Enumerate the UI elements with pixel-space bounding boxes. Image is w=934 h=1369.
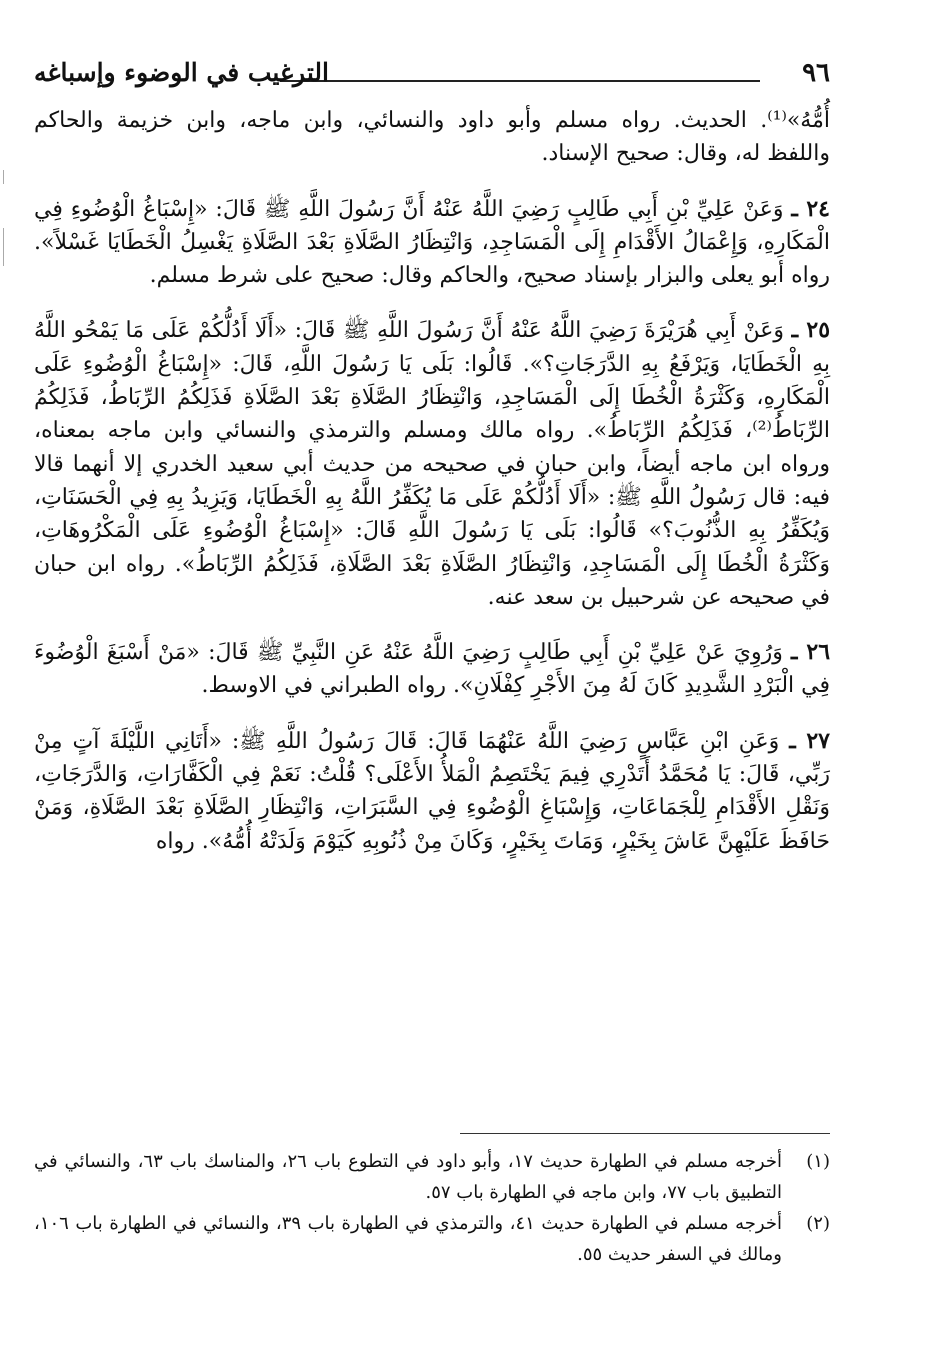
running-head xyxy=(34,58,830,98)
hadith-number: ٢٤ ـ xyxy=(791,195,830,222)
hadith-number: ٢٥ ـ xyxy=(791,317,831,344)
footnotes xyxy=(34,1133,830,1270)
paragraph-text: أُمُّهُ»⁽¹⁾. الحديث. رواه مسلم وأبو داود والنسائي، وابن ماجه، وابن خزيمة والحاكم واللفظ له، وقال: صحيح الإسناد. xyxy=(34,108,830,167)
scan-margin-mark xyxy=(3,228,4,266)
hadith-text: وَعَنْ عَلِيِّ بْنِ أَبِي طَالِبٍ رَضِيَ اللَّهُ عَنْهُ أَنَّ رَسُولَ اللَّهِ ﷺ قَالَ: «إِسْبَاغُ الْوُضُوءِ فِي الْمَكَارِهِ، وَإِعْمَالُ الأَقْدَامِ إِلَى الْمَسَاجِدِ، وَانْتِظَارُ الصَّلَاةِ بَعْدَ الصَّلَاةِ يَغْسِلُ الْخَطَايَا غَسْلاً». رواه أبو يعلى والبزار بإسناد صحيح، والحاكم وقال: صحيح على شرط مسلم. xyxy=(34,196,830,289)
hadith-26 xyxy=(34,636,830,703)
hadith-text: وَرُوِيَ عَنْ عَلِيِّ بْنِ أَبِي طَالِبٍ رَضِيَ اللَّهُ عَنْهُ عَنِ النَّبِيِّ ﷺ قَالَ: «مَنْ أَسْبَغَ الْوُضُوءَ فِي الْبَرْدِ الشَّدِيدِ كَانَ لَهُ مِنَ الأَجْرِ كِفْلَانِ». رواه الطبراني في الاوسط. xyxy=(34,640,830,699)
footnote-text: أخرجه مسلم في الطهارة حديث ١٧، وأبو داود في التطوع باب ٢٦، والمناسك باب ٦٣، والنسائي في التطبيق باب ٧٧، وابن ماجه في الطهارة باب ٥٧. xyxy=(34,1151,782,1203)
scan-margin-mark xyxy=(3,170,4,184)
hadith-number: ٢٧ ـ xyxy=(789,727,830,754)
footnote-2 xyxy=(34,1208,830,1270)
footnote-text: أخرجه مسلم في الطهارة حديث ٤١، والترمذي في الطهارة باب ٣٩، والنسائي في الطهارة باب ١٠٦، ومالك في السفر حديث ٥٥. xyxy=(34,1213,782,1265)
hadith-text: وَعَنْ أَبِي هُرَيْرَةَ رَضِيَ اللَّهُ عَنْهُ أَنَّ رَسُولَ اللَّهِ ﷺ قَالَ: «أَلَا أَدُلُّكُمْ عَلَى مَا يَمْحُو اللَّهُ بِهِ الْخَطَايَا، وَيَرْفَعُ بِهِ الدَّرَجَاتِ؟». قَالُوا: بَلَى يَا رَسُولَ اللَّهِ، قَالَ: «إِسْبَاغُ الْوُضُوءِ عَلَى الْمَكَارِهِ، وَكَثْرَةُ الْخُطَا إِلَى الْمَسَاجِدِ، وَانْتِظَارُ الصَّلَاةِ بَعْدَ الصَّلَاةِ فَذَلِكُمُ الرِّبَاطُ، فَذَلِكُمُ الرِّبَاطُ⁽²⁾، فَذَلِكُمُ الرِّبَاطُ». رواه مالك ومسلم والترمذي والنسائي وابن ماجه بمعناه، ورواه ابن ماجه أيضاً، وابن حبان في صحيحه من حديث أبي سعيد الخدري إلا أنهما قالا فيه: قال رَسُولُ اللَّهِ ﷺ: «أَلَا أَدُلُّكُمْ عَلَى مَا يُكَفِّرُ اللَّهُ بِهِ الْخَطَايَا، وَيَزِيدُ بِهِ فِي الْحَسَنَاتِ، وَيُكَفِّرُ بِهِ الذُّنُوبَ؟» قَالُوا: بَلَى يَا رَسُولَ اللَّهِ قَالَ: «إِسْبَاغُ الْوُضُوءِ عَلَى الْمَكْرُوهَاتِ، وَكَثْرَةُ الْخُطَا إِلَى الْمَسَاجِدِ، وَانْتِظَارُ الصَّلَاةِ بَعْدَ الصَّلَاةِ، فَذَلِكُمُ الرِّبَاطُ». رواه ابن حبان في صحيحه عن شرحبيل بن سعد عنه. xyxy=(34,318,830,610)
footnote-1 xyxy=(34,1146,830,1208)
footnote-marker: (١) xyxy=(806,1151,830,1172)
hadith-text: وَعَنِ ابْنِ عَبَّاسٍ رَضِيَ اللَّهُ عَنْهُمَا قَالَ: قَالَ رَسُولُ اللَّهِ ﷺ: «أَتَانِي اللَّيْلَةَ آتٍ مِنْ رَبِّي، قَالَ: يَا مُحَمَّدُ أَتَدْرِي فِيمَ يَخْتَصِمُ الْمَلأُ الأَعْلَى؟ قُلْتُ: نَعَمْ فِي الْكَفَّارَاتِ، وَالدَّرَجَاتِ، وَنَقْلِ الأَقْدَامِ لِلْجَمَاعَاتِ، وَإِسْبَاغِ الْوُضُوءِ فِي السَّبَرَاتِ، وَانْتِظَارِ الصَّلَاةِ بَعْدَ الصَّلَاةِ، وَمَنْ حَافَظَ عَلَيْهِنَّ عَاشَ بِخَيْرٍ، وَمَاتَ بِخَيْرٍ، وَكَانَ مِنْ ذُنُوبِهِ كَيَوْمَ وَلَدَتْهُ أُمُّهُ». رواه xyxy=(34,728,830,854)
running-title: الترغيب في الوضوء وإسباغه xyxy=(34,58,329,87)
footnote-marker: (٢) xyxy=(806,1213,830,1234)
paragraph-continuation xyxy=(34,104,830,171)
hadith-number: ٢٦ ـ xyxy=(791,639,831,666)
page-number: ٩٦ xyxy=(802,58,830,88)
main-text xyxy=(34,104,830,858)
hadith-24 xyxy=(34,193,830,293)
hadith-27 xyxy=(34,725,830,858)
header-rule xyxy=(280,80,760,82)
hadith-25 xyxy=(34,314,830,614)
footnote-rule xyxy=(460,1133,830,1134)
